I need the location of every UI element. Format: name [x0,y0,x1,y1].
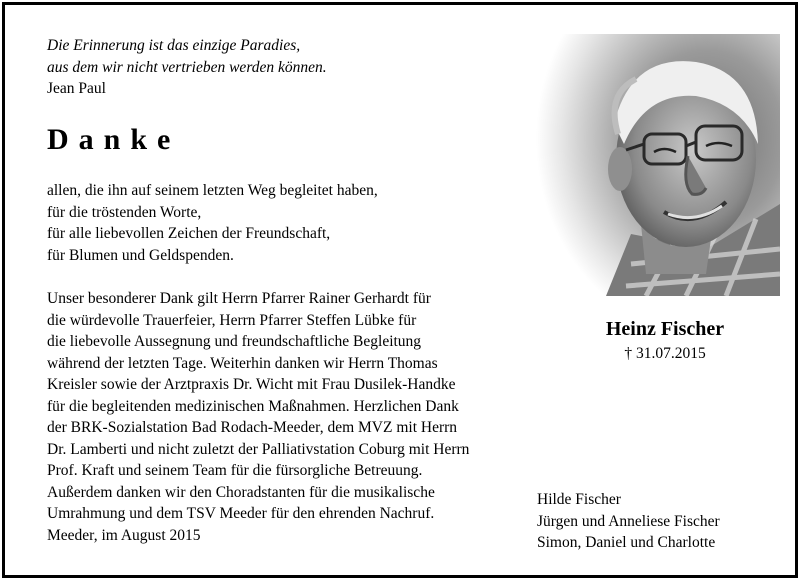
body-line: die würdevolle Trauerfeier, Herrn Pfarrer Steffen Lübke für [47,311,417,329]
portrait-photo [536,34,780,296]
quote-block [47,35,327,100]
body-line: Außerdem danken wir den Choradstanten für die musikalische [47,483,435,501]
deceased-name: Heinz Fischer [605,318,725,340]
signature-line: Simon, Daniel und Charlotte [537,534,716,551]
quote-line: aus dem wir nicht vertrieben werden können. [47,58,327,76]
place-date: Meeder, im August 2015 [47,527,201,544]
signature-line: Jürgen und Anneliese Fischer [537,512,720,530]
portrait-illustration [536,34,780,296]
body-line: für die begleitenden medizinischen Maßnahmen. Herzlichen Dank [47,397,459,415]
quote-line: Die Erinnerung ist das einzige Paradies, [47,37,301,54]
thanks-list [47,180,378,266]
body-line: Kreisler sowie der Arztpraxis Dr. Wicht mit Frau Dusilek-Handke [47,376,456,393]
body-paragraph [47,288,469,525]
body-line: die liebevolle Aussegnung und freundschaftliche Begleitung [47,333,422,350]
body-line: Prof. Kraft und seinem Team für die fürsorgliche Betreuung. [47,462,423,479]
signatures [537,489,720,554]
body-line: Umrahmung und dem TSV Meeder für den ehrenden Nachruf. [47,505,435,522]
page-title: Danke [47,123,181,156]
body-line: Unser besonderer Dank gilt Herrn Pfarrer Rainer Gerhardt für [47,290,431,307]
thanks-line: für alle liebevollen Zeichen der Freundschaft, [47,225,331,242]
signature-line: Hilde Fischer [537,491,621,508]
quote-author: Jean Paul [47,80,106,97]
body-line: während der letzten Tage. Weiterhin danken wir Herrn Thomas [47,354,438,372]
thanks-line: allen, die ihn auf seinem letzten Weg begleitet haben, [47,182,378,199]
body-line: der BRK-Sozialstation Bad Rodach-Meeder, dem MVZ mit Herrn [47,419,458,436]
body-line: Dr. Lamberti und nicht zuletzt der Palliativstation Coburg mit Herrn [47,440,470,458]
thanks-line: für Blumen und Geldspenden. [47,246,234,264]
death-date: † 31.07.2015 [624,345,706,362]
obituary-notice [2,2,798,578]
thanks-line: für die tröstenden Worte, [47,203,202,221]
